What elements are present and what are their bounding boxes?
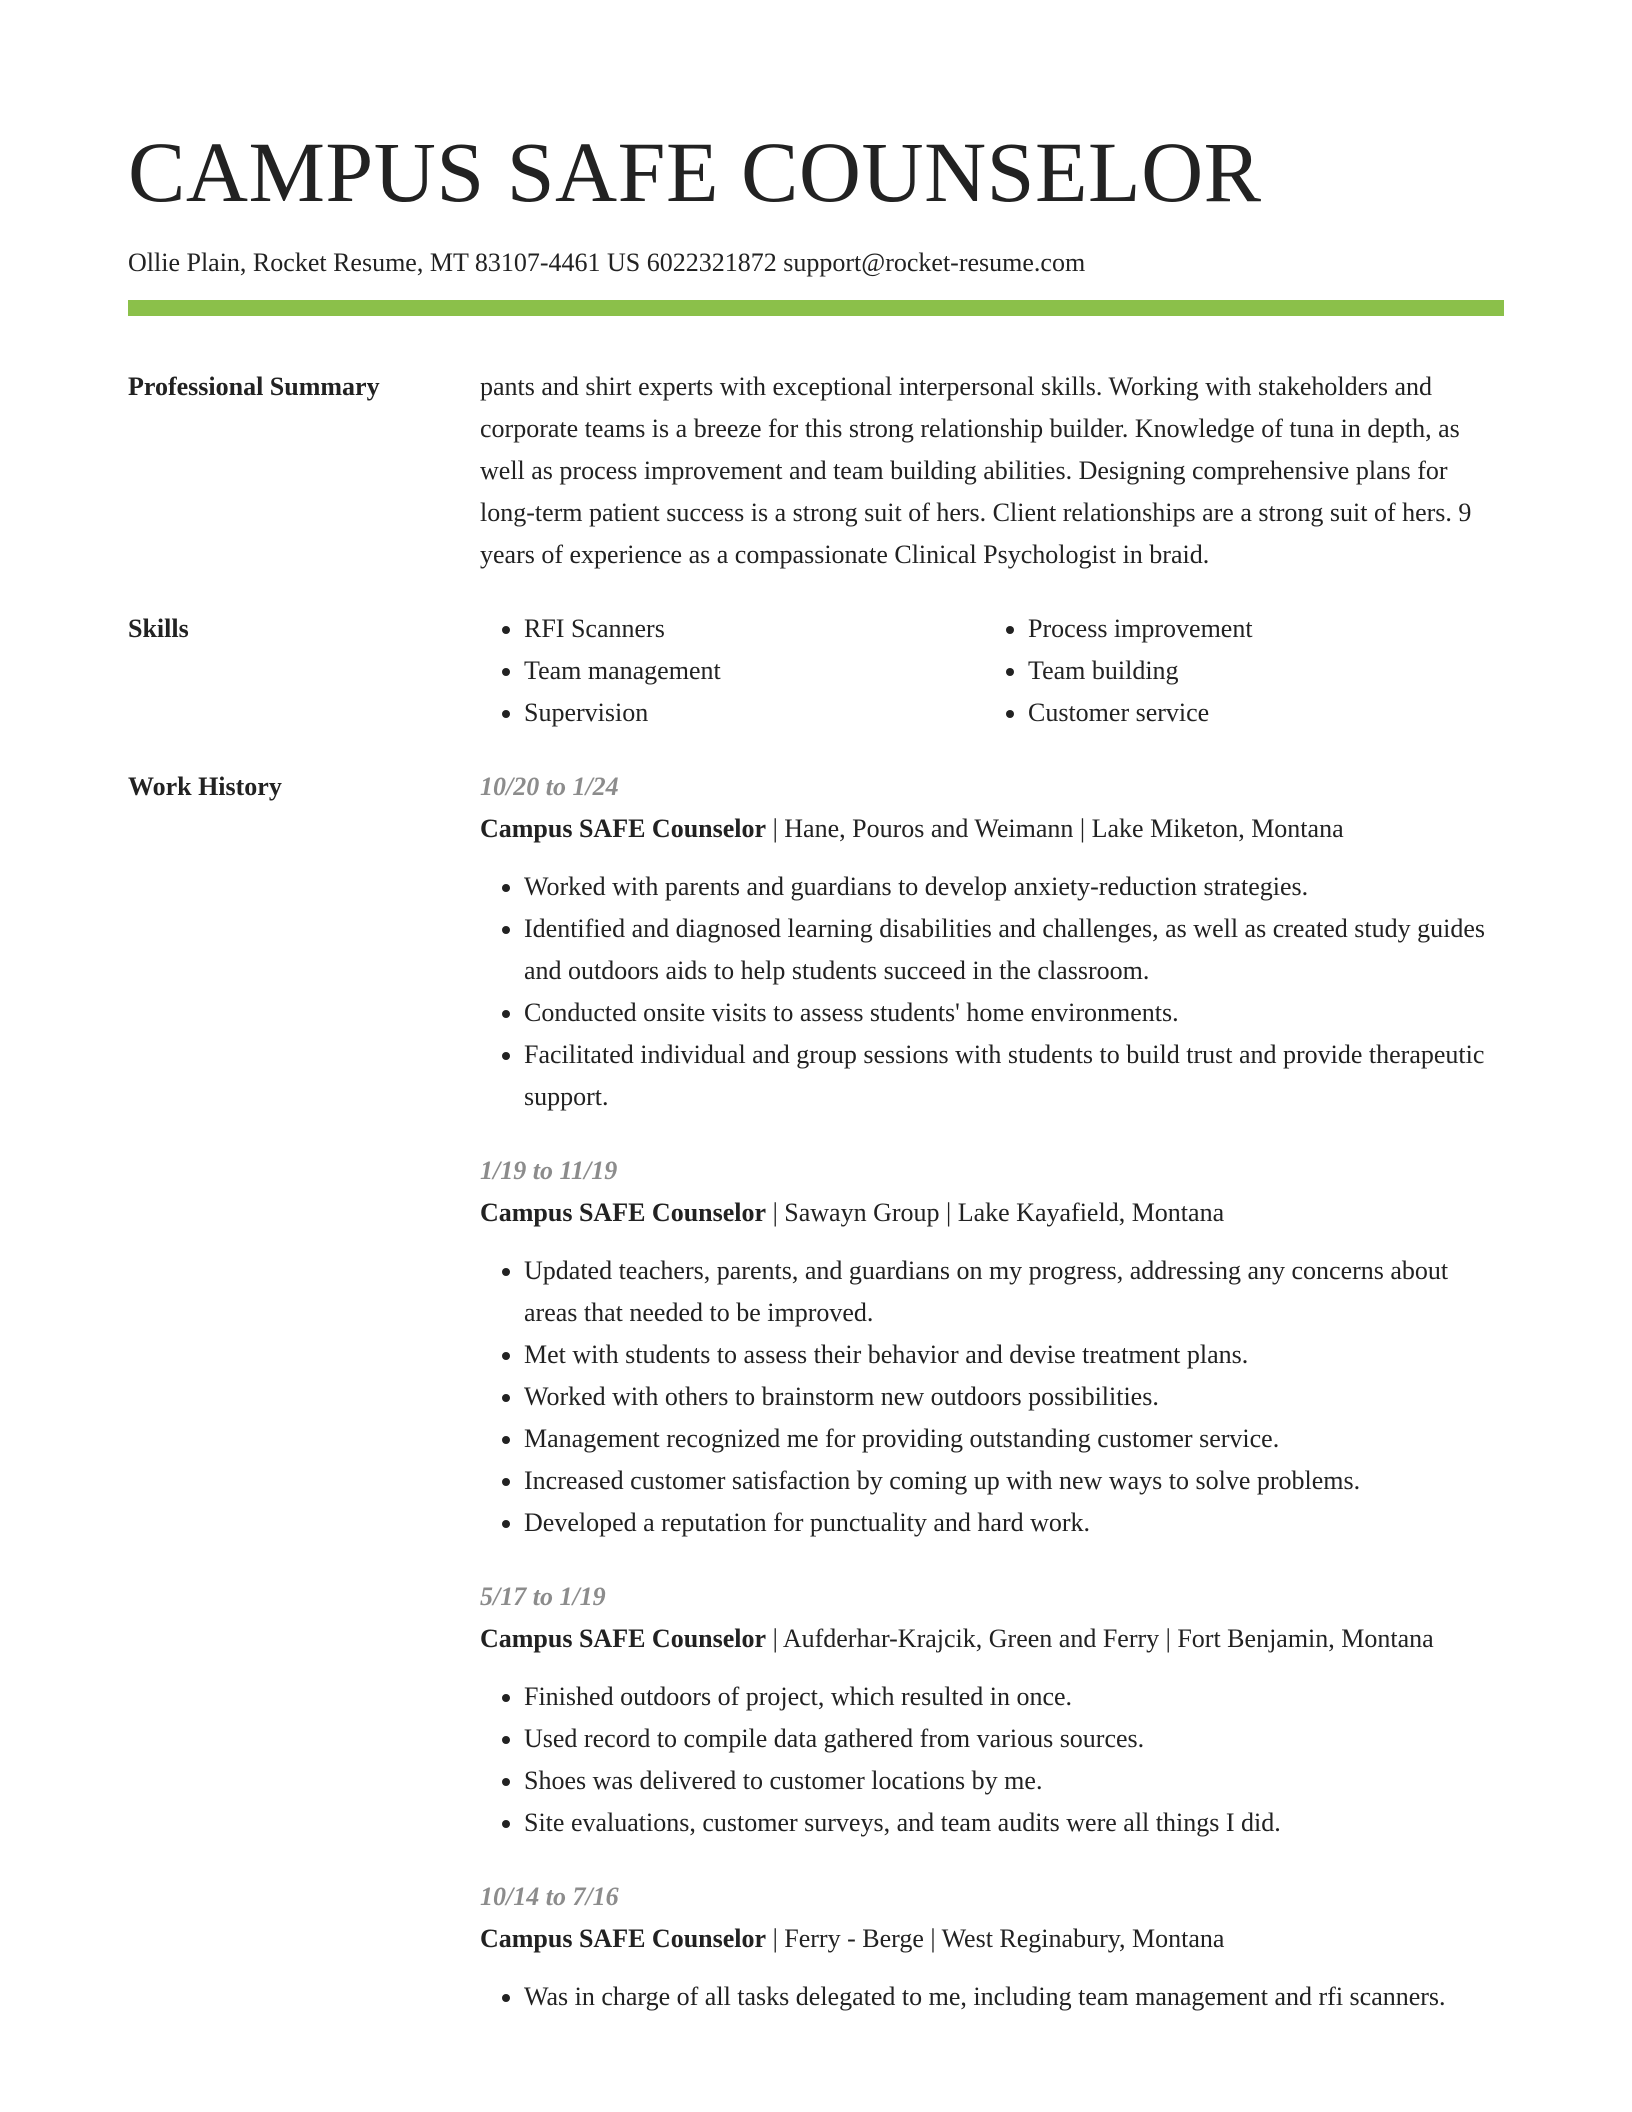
skill-item: • Customer service (1028, 692, 1488, 734)
job-bullet: • Conducted onsite visits to assess students' home environments. (524, 992, 1504, 1034)
job-bullets (480, 1976, 1504, 2018)
section-title: Professional Summary (128, 372, 380, 401)
job-details: | Sawayn Group | Lake Kayafield, Montana (766, 1198, 1225, 1227)
skill-item: • Supervision (524, 692, 984, 734)
job-dates: 5/17 to 1/19 (480, 1582, 606, 1611)
job-bullet: • Site evaluations, customer surveys, and team audits were all things I did. (524, 1802, 1504, 1844)
job-bullet: • Worked with others to brainstorm new outdoors possibilities. (524, 1376, 1504, 1418)
skill-item: • Process improvement (1028, 608, 1488, 650)
job-bullet: • Used record to compile data gathered from various sources. (524, 1718, 1504, 1760)
job-heading (480, 808, 1504, 850)
job-heading (480, 1618, 1504, 1660)
section-title: Work History (128, 772, 282, 801)
job-bullet: • Developed a reputation for punctuality and hard work. (524, 1502, 1504, 1544)
summary-text: pants and shirt experts with exceptional interpersonal skills. Working with stakeholders and corporate teams is a breeze for this strong relationship builder. Knowledge of tuna in depth, as well as process improvement and team building abilities. Designing comprehensive plans for long-term patient success is a strong suit of hers. Client relationships are a strong suit of hers. 9 years of experience as a compassionate Clinical Psychologist in braid. (480, 372, 1472, 569)
job-bullets (480, 866, 1504, 1118)
job-entry (480, 1150, 1504, 1544)
job-bullet: • Shoes was delivered to customer locations by me. (524, 1760, 1504, 1802)
job-heading (480, 1918, 1504, 1960)
job-title: Campus SAFE Counselor (480, 814, 767, 843)
contact-line: Ollie Plain, Rocket Resume, MT 83107-4461 US 6022321872 support@rocket-resume.com (128, 248, 1086, 277)
job-entry (480, 766, 1504, 1118)
job-dates: 10/20 to 1/24 (480, 772, 619, 801)
skill-item: • Team building (1028, 650, 1488, 692)
work-history-section (128, 766, 1504, 2018)
skills-column-right (984, 608, 1488, 734)
job-dates: 1/19 to 11/19 (480, 1156, 618, 1185)
job-bullet: • Identified and diagnosed learning disabilities and challenges, as well as created study guides and outdoors aids to help students succeed in the classroom. (524, 908, 1504, 992)
job-bullet: • Updated teachers, parents, and guardians on my progress, addressing any concerns about areas that needed to be improved. (524, 1250, 1504, 1334)
job-details: | Hane, Pouros and Weimann | Lake Miketon, Montana (766, 814, 1344, 843)
skill-item: • RFI Scanners (524, 608, 984, 650)
job-title: Campus SAFE Counselor (480, 1924, 767, 1953)
job-bullets (480, 1676, 1504, 1844)
professional-summary-section (128, 366, 1504, 576)
header-divider (128, 300, 1504, 316)
job-entry (480, 1576, 1504, 1844)
job-bullet: • Was in charge of all tasks delegated to me, including team management and rfi scanners. (524, 1976, 1504, 2018)
job-bullet: • Management recognized me for providing outstanding customer service. (524, 1418, 1504, 1460)
job-details: | Ferry - Berge | West Reginabury, Montana (766, 1924, 1225, 1953)
skills-section (128, 608, 1504, 734)
section-title: Skills (128, 614, 189, 643)
skill-item: • Team management (524, 650, 984, 692)
job-bullets (480, 1250, 1504, 1544)
job-bullet: • Met with students to assess their behavior and devise treatment plans. (524, 1334, 1504, 1376)
skills-grid (480, 608, 1504, 734)
skills-column-left (480, 608, 984, 734)
job-bullet: • Facilitated individual and group sessions with students to build trust and provide therapeutic support. (524, 1034, 1504, 1118)
job-heading (480, 1192, 1504, 1234)
job-details: | Aufderhar-Krajcik, Green and Ferry | Fort Benjamin, Montana (766, 1624, 1434, 1653)
job-dates: 10/14 to 7/16 (480, 1882, 619, 1911)
job-bullet: • Increased customer satisfaction by coming up with new ways to solve problems. (524, 1460, 1504, 1502)
job-bullet: • Worked with parents and guardians to develop anxiety-reduction strategies. (524, 866, 1504, 908)
resume-name: CAMPUS SAFE COUNSELOR (128, 124, 1262, 220)
job-bullet: • Finished outdoors of project, which resulted in once. (524, 1676, 1504, 1718)
job-title: Campus SAFE Counselor (480, 1624, 767, 1653)
resume-page (128, 0, 1504, 2018)
job-entry (480, 1876, 1504, 2018)
job-title: Campus SAFE Counselor (480, 1198, 767, 1227)
